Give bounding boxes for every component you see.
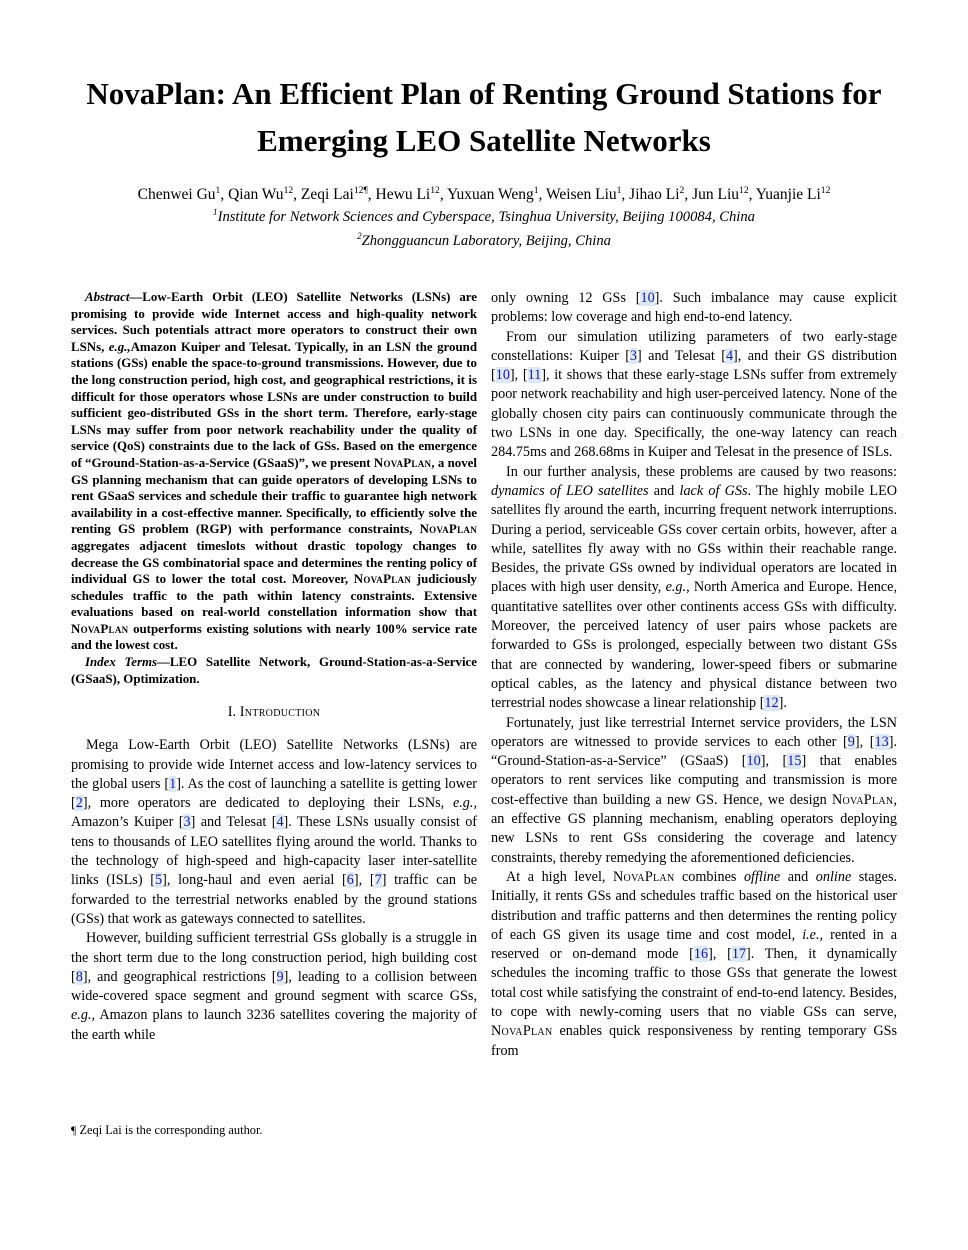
- text-run: Abstract: [85, 290, 130, 304]
- text-run: combines: [674, 868, 744, 885]
- citation-link[interactable]: 9: [276, 968, 284, 985]
- text-run: and: [648, 482, 680, 499]
- text-run: ,: [358, 872, 370, 889]
- text-run: I.: [227, 704, 240, 721]
- citation-link[interactable]: 5: [155, 872, 163, 889]
- citation-link[interactable]: 3: [629, 347, 638, 364]
- abstract-paragraph: [71, 289, 477, 654]
- text-run: , Qian Wu: [220, 186, 284, 203]
- text-run: At a high level,: [506, 868, 613, 885]
- two-column-body: [71, 289, 897, 1239]
- text-run: Zeqi Lai is the corresponding author.: [79, 1123, 263, 1137]
- text-run: 1: [215, 184, 221, 196]
- text-run: , more operators are dedicated to deploying their LSNs,: [87, 795, 453, 812]
- intro-paragraph-1: Mega Low-Earth Orbit (LEO) Satellite Networks (LSNs) are promising to provide wide Internet access and low-latency services to the global users [1]. As the cost of launching a satellite is getting lower [2], more operators are dedicated to deploying their LSNs, e.g., Amazon’s Kuiper [3] and Telesat [4]. These LSNs usually consist of tens to thousands of LEO satellites flying around the world. Thanks to the technology of high-speed and high-capacity laser inter-satellite links (ISLs) [5], long-haul and even aerial [6], [7] traffic can be forwarded to the terrestrial networks enabled by the ground stations (GSs) that work as gateways connected to satellites.: [71, 737, 478, 927]
- text-run: ,: [765, 753, 783, 770]
- citation-link[interactable]: 3: [183, 814, 191, 831]
- text-run: NovaPlan: [831, 791, 894, 808]
- citation-link[interactable]: 15: [787, 753, 802, 770]
- text-run: NovaPlan: [491, 1023, 553, 1040]
- text-run: NovaPlan: [613, 868, 675, 885]
- intro-paragraph-3: only owning 12 GSs [10]. Such imbalance may cause explicit problems: low coverage and high end-to-end latency.: [491, 290, 897, 326]
- text-run: ¶: [71, 1123, 80, 1137]
- text-run: that enables operators to rent services like computing and transmission is more cost-effective than building a new GS. Hence, we design: [491, 753, 897, 808]
- text-run: Index Terms: [85, 655, 158, 670]
- text-run: 12: [430, 184, 440, 196]
- text-run: . “Ground-Station-as-a-Service” (GSaaS): [491, 733, 897, 770]
- text-run: e.g.,: [71, 1007, 96, 1024]
- citation-link[interactable]: 16: [693, 946, 709, 963]
- citation-link[interactable]: 7: [374, 872, 382, 889]
- text-run: NovaPlan: [373, 455, 432, 470]
- text-run: Amazon’s Kuiper: [71, 814, 179, 831]
- citation-link[interactable]: 10: [495, 367, 510, 384]
- text-run: . Then, it dynamically schedules the incoming traffic to those GSs that generate the lowest total cost while satisfying the constraint of end-to-end latency. Besides, to cope with newly-coming users that no viable GSs can serve,: [491, 946, 897, 1020]
- paper-title: NovaPlan: An Efficient Plan of Renting Ground Stations for Emerging LEO Satellite Networks: [86, 76, 882, 158]
- text-run: . The highly mobile LEO satellites fly around the earth, incurring frequent network interruptions. During a period, serviceable GSs cover certain orbits, however, after a while, satellites fly away with no GSs within their reachable range. Besides, the private GSs owned by individual operators are located in places with high user density,: [491, 482, 897, 596]
- citation-link[interactable]: 4: [276, 814, 284, 831]
- text-run: dynamics of LEO satellites: [491, 482, 649, 499]
- text-run: , and geographical restrictions: [87, 968, 272, 985]
- left-column: [71, 289, 477, 1239]
- intro-paragraph-4: From our simulation utilizing parameters of two early-stage constellations: Kuiper [3] and Telesat [4], and their GS distribution [10], [11], it shows that these early-stage LSNs suffer from extremely poor network reachability and high user-perceived latency. None of the globally chosen city pairs can continuously communicate through the two LSNs in one day. Specifically, the one-way latency can reach 284.75ms and 268.68ms in Kuiper and Telesat in the presence of ISLs.: [491, 328, 897, 461]
- citation-link[interactable]: 10: [640, 290, 655, 306]
- text-run: , Jihao Li: [621, 186, 680, 203]
- text-run: . As the cost of launching a satellite is getting lower: [180, 775, 477, 792]
- right-column: [491, 289, 897, 1239]
- text-run: Introduction: [239, 704, 321, 721]
- citation-link[interactable]: 6: [346, 872, 354, 889]
- text-run: From our simulation utilizing parameters of two early-stage constellations: Kuiper: [491, 328, 897, 364]
- text-run: Mega Low-Earth Orbit (LEO) Satellite Networks (LSNs) are promising to provide wide Internet access and low-latency services to the global users: [71, 737, 477, 792]
- text-run: outperforms existing solutions with nearly 100% service rate and the lowest cost.: [71, 621, 477, 653]
- citation-link[interactable]: 8: [75, 968, 83, 985]
- text-run: 2: [679, 184, 685, 196]
- text-run: 1: [213, 207, 218, 218]
- text-run: e.g.,: [108, 339, 131, 354]
- text-run: . These LSNs usually consist of tens to thousands of LEO satellites flying around the world. Thanks to the technology of high-speed and high-capacity laser inter-satellite links (ISLs): [71, 814, 478, 889]
- text-run: traffic can be forwarded to the terrestrial networks enabled by the ground stations (GSs) that work as gateways connected to satellites.: [71, 872, 478, 927]
- text-run: Amazon Kuiper and Telesat. Typically, in an LSN the ground stations (GSs) enable the space-to-ground transmissions. However, due to the long construction period, high cost, and geographical restrictions, it is difficult for those operators whose LSNs are under construction to build sufficient geo-distributed GSs in the short term. Therefore, early-stage LSNs may suffer from poor network reachability under the quality of service (QoS) constraints due to the lack of GSs. Based on the emergence of “Ground-Station-as-a-Service (GSaaS)”, we present: [71, 339, 477, 470]
- text-run: and Telesat: [195, 814, 272, 831]
- text-run: lack of GSs: [679, 482, 748, 499]
- text-run: , Yuxuan Weng: [439, 186, 534, 203]
- text-run: —Low-Earth Orbit (LEO) Satellite Networks (LSNs) are promising to provide wide Internet access and high-quality network services. Such potentials attract more operators to construct their own LSNs,: [71, 290, 477, 354]
- text-run: , Zeqi Lai: [293, 186, 354, 203]
- text-run: , a novel GS planning mechanism that can guide operators of developing LSNs to rent GSaaS services and schedule their traffic to guarantee high network availability in a cost-effective manner. Specifically, to efficiently solve the renting GS problem (RGP) with performance constraints,: [71, 455, 477, 537]
- text-run: , Jun Liu: [684, 186, 740, 203]
- citation-link[interactable]: 2: [75, 795, 83, 812]
- text-run: online: [815, 868, 852, 885]
- text-run: , an effective GS planning mechanism, enabling operators deploying new LSNs to rent GSs considering the coverage and latency constraints, thereby remedying the aforementioned deficiencies.: [491, 791, 897, 866]
- citation-link[interactable]: 1: [169, 775, 177, 792]
- text-run: —LEO Satellite Network, Ground-Station-as-a-Service (GSaaS), Optimization.: [71, 655, 477, 686]
- text-run: , and their GS distribution: [737, 347, 897, 364]
- text-run: In our further analysis, these problems are caused by two reasons:: [506, 463, 897, 480]
- text-run: Amazon plans to launch 3236 satellites covering the majority of the earth while: [71, 1007, 477, 1043]
- text-run: stages. Initially, it rents GSs and schedules traffic based on the historical user distribution and traffic patterns and then determines the renting policy of each GS given its usage time and cost model,: [491, 868, 897, 943]
- text-run: .: [783, 695, 787, 712]
- citation-link[interactable]: 12: [764, 695, 779, 712]
- text-run: NovaPlan: [353, 572, 412, 587]
- text-run: e.g.,: [665, 579, 690, 596]
- citation-link[interactable]: 13: [874, 733, 889, 750]
- text-run: , Yuanjie Li: [748, 186, 821, 203]
- paper-page: [71, 0, 897, 1250]
- section-heading-introduction: [71, 704, 477, 721]
- authors-line: [71, 185, 897, 205]
- text-run: judiciously schedules traffic to the path within latency constraints. Extensive evaluations based on real-world constellation information show that: [71, 572, 477, 620]
- text-run: only owning 12 GSs: [491, 290, 636, 306]
- index-terms: [71, 654, 477, 687]
- intro-paragraph-7: At a high level, NovaPlan combines offline and online stages. Initially, it rents GSs and schedules traffic based on the historical user distribution and traffic patterns and then determines the renting policy of each GS given its usage time and cost model, i.e., rented in a reserved or on-demand mode [16], [17]. Then, it dynamically schedules the incoming traffic to those GSs that generate the lowest total cost while satisfying the constraint of end-to-end latency. Besides, to cope with newly-coming users that no viable GSs can serve, NovaPlan enables quick responsiveness by renting temporary GSs from: [491, 868, 897, 1059]
- text-run: i.e.,: [802, 926, 824, 943]
- text-run: NovaPlan: [71, 621, 129, 636]
- citation-link[interactable]: 11: [527, 367, 542, 384]
- text-run: Zhongguancun Laboratory, Beijing, China: [361, 233, 611, 249]
- text-run: 12: [820, 184, 831, 196]
- text-run: ,: [514, 367, 523, 384]
- text-run: e.g.,: [452, 795, 477, 812]
- text-run: , it shows that these early-stage LSNs suffer from extremely poor network reachability and high user-perceived latency. None of the globally chosen city pairs can continuously communicate through the two LSNs in one day. Specifically, the one-way latency can reach 284.75ms and 268.68ms in Kuiper and Telesat in the presence of ISLs.: [491, 367, 897, 461]
- text-run: , long-haul and even aerial: [166, 872, 343, 889]
- citation-link[interactable]: 17: [731, 946, 747, 963]
- text-run: 12: [739, 184, 749, 196]
- citation-link[interactable]: 10: [746, 753, 761, 770]
- text-run: However, building sufficient terrestrial GSs globally is a struggle in the short term due to the long construction period, high building cost: [71, 930, 477, 966]
- text-run: ,: [712, 946, 728, 963]
- text-run: , Weisen Liu: [538, 186, 617, 203]
- text-run: aggregates adjacent timeslots without drastic topology changes to decrease the GS combinatorial space and determines the renting policy of individual GS to lower the total cost. Moreover,: [71, 538, 477, 587]
- citation-link[interactable]: 4: [725, 347, 734, 364]
- affiliation-line-1: [71, 205, 897, 229]
- intro-paragraph-6: Fortunately, just like terrestrial Internet service providers, the LSN operators are witnessed to provide services to each other [9], [13]. “Ground-Station-as-a-Service” (GSaaS) [10], [15] that enables operators to rent services like computing and transmission is more cost-effective than building a new GS. Hence, we design NovaPlan, an effective GS planning mechanism, enabling operators deploying new LSNs to rent GSs considering the coverage and latency constraints, thereby remedying the aforementioned deficiencies.: [491, 714, 897, 866]
- text-run: 1: [533, 184, 539, 196]
- affiliation-line-2: [71, 229, 897, 253]
- text-run: Chenwei Gu: [137, 186, 216, 203]
- text-run: NovaPlan: [419, 522, 477, 537]
- intro-paragraph-2: However, building sufficient terrestrial GSs globally is a struggle in the short term due to the long construction period, high building cost [8], and geographical restrictions [9], leading to a collision between wide-covered space segment and ground segment with scarce GSs, e.g., Amazon plans to launch 3236 satellites covering the majority of the earth while: [71, 930, 477, 1043]
- text-run: 2: [357, 231, 362, 242]
- text-run: ,: [859, 733, 870, 750]
- text-run: Fortunately, just like terrestrial Internet service providers, the LSN operators are witnessed to provide services to each other: [491, 714, 897, 750]
- text-run: 12: [283, 184, 294, 196]
- text-run: . Such imbalance may cause explicit problems: low coverage and high end-to-end latency.: [491, 290, 897, 326]
- text-run: and Telesat: [641, 347, 722, 364]
- text-run: offline: [743, 868, 781, 885]
- text-run: rented in a reserved or on-demand mode: [491, 926, 897, 963]
- text-run: 12¶: [353, 184, 368, 196]
- intro-paragraph-5: In our further analysis, these problems are caused by two reasons: dynamics of LEO satellites and lack of GSs. The highly mobile LEO satellites fly around the earth, incurring frequent network interruptions. During a period, serviceable GSs cover certain orbits, however, after a while, satellites fly away with no GSs within their reachable range. Besides, the private GSs owned by individual operators are located in places with high user density, e.g., North America and Europe. Hence, quantitative satellites over other continents access GSs with difficulty. Moreover, the perceived latency of user pairs whose packets are forwarded to GSs is prolonged, especially between two distant GSs that are connected by wandering, lower-speed fibers or submarine optical cables, as the latency and physical distance between two terrestrial nodes showcase a linear relationship [12].: [491, 463, 897, 712]
- text-run: North America and Europe. Hence, quantitative satellites over other continents access GSs with difficulty. Moreover, the perceived latency of user pairs whose packets are forwarded to GSs is prolonged, especially between two distant GSs that are connected by wandering, lower-speed fibers or submarine optical cables, as the latency and physical distance between two terrestrial nodes showcase a linear relationship: [491, 579, 897, 712]
- corresponding-author-footnote: [71, 1122, 477, 1138]
- text-run: enables quick responsiveness by renting temporary GSs from: [491, 1023, 897, 1059]
- text-run: , leading to a collision between wide-covered space segment and ground segment with scarce GSs,: [71, 968, 477, 1005]
- text-run: Institute for Network Sciences and Cyberspace, Tsinghua University, Beijing 100084, China: [217, 209, 755, 225]
- text-run: 1: [616, 184, 622, 196]
- text-run: , Hewu Li: [367, 186, 431, 203]
- citation-link[interactable]: 9: [847, 733, 855, 750]
- text-run: and: [780, 868, 816, 885]
